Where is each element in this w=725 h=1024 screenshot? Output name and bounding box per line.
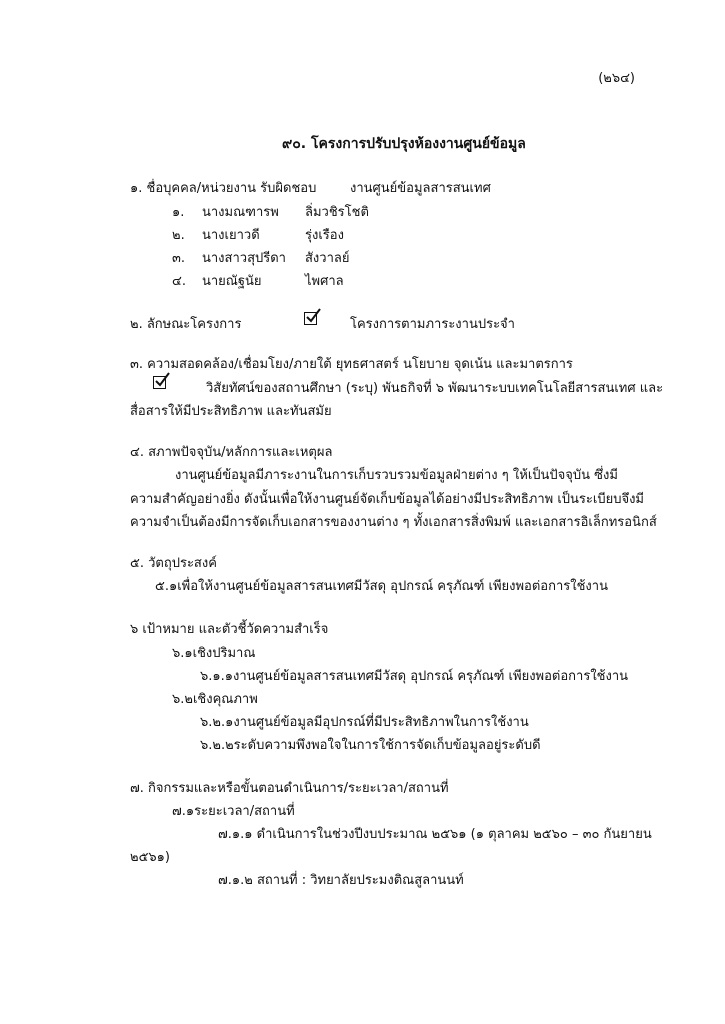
section5-heading: ๕. วัตถุประสงค์	[130, 556, 217, 571]
qualitative-item: ๖.๒.๒ระดับความพึงพอใจในการใช้การจัดเก็บข้อมูลอยู่ระดับดี	[200, 738, 541, 753]
responsible-unit: งานศูนย์ข้อมูลสารสนเทศ	[350, 181, 491, 196]
quantitative-item: ๖.๑.๑งานศูนย์ข้อมูลสารสนเทศมีวัสดุ อุปกรณ์ ครุภัณฑ์ เพียงพอต่อการใช้งาน	[200, 669, 629, 684]
rationale-line: ความจำเป็นต้องมีการจัดเก็บเอกสารของงานต่าง ๆ ทั้งเอกสารสิ่งพิมพ์ และเอกสารอิเล็กทรอนิกส์	[130, 515, 657, 530]
person-number: ๔.	[172, 274, 186, 289]
section6-heading: ๖ เป้าหมาย และตัวชี้วัดความสำเร็จ	[130, 622, 329, 637]
person-number: ๑.	[172, 205, 185, 220]
schedule-item: ๗.๑.๑ ดำเนินการในช่วงปีงบประมาณ ๒๕๖๑ (๑ ตุลาคม ๒๕๖๐ – ๓๐ กันยายน	[218, 827, 652, 842]
rationale-line: งานศูนย์ข้อมูลมีภาระงานในการเก็บรวบรวมข้อมูลฝ่ายต่าง ๆ ให้เป็นปัจจุบัน ซึ่งมี	[175, 468, 618, 483]
person-first-name: นางเยาวดี	[202, 228, 260, 243]
section2-heading: ๒. ลักษณะโครงการ	[130, 317, 242, 332]
person-last-name: สังวาลย์	[305, 251, 350, 266]
person-last-name: ลิ่มวชิรโชติ	[305, 205, 369, 220]
document-title: ๙๐. โครงการปรับปรุงห้องงานศูนย์ข้อมูล	[282, 136, 526, 152]
location-item: ๗.๑.๒ สถานที่ : วิทยาลัยประมงติณสูลานนท์	[218, 873, 464, 888]
objective-item: ๕.๑เพื่อให้งานศูนย์ข้อมูลสารสนเทศมีวัสดุ อุปกรณ์ ครุภัณฑ์ เพียงพอต่อการใช้งาน	[155, 579, 608, 594]
person-last-name: รุ่งเรือง	[305, 228, 344, 243]
quantitative-heading: ๖.๑เชิงปริมาณ	[172, 646, 256, 661]
page-number: (๒๖๔)	[598, 71, 635, 86]
qualitative-heading: ๖.๒เชิงคุณภาพ	[172, 692, 258, 707]
section4-heading: ๔. สภาพปัจจุบัน/หลักการและเหตุผล	[130, 445, 333, 460]
schedule-item-continued: ๒๕๖๑)	[130, 850, 170, 865]
checked-box-icon	[153, 376, 166, 389]
person-first-name: นายณัฐนัย	[202, 274, 262, 289]
qualitative-item: ๖.๒.๑งานศูนย์ข้อมูลมีอุปกรณ์ที่มีประสิทธิภาพในการใช้งาน	[200, 715, 529, 730]
checked-box-icon	[304, 312, 317, 325]
vision-text: วิสัยทัศน์ของสถานศึกษา (ระบุ) พันธกิจที่ ๖ พัฒนาระบบเทคโนโลยีสารสนเทศ และ	[206, 381, 664, 396]
rationale-line: ความสำคัญอย่างยิ่ง ดังนั้นเพื่อให้งานศูนย์จัดเก็บข้อมูลได้อย่างมีประสิทธิภาพ เป็นระเบียบจึงมี	[130, 492, 644, 507]
person-first-name: นางสาวสุปรีดา	[202, 251, 286, 266]
section1-heading: ๑. ชื่อบุคคล/หน่วยงาน รับผิดชอบ	[130, 181, 317, 196]
project-type-value: โครงการตามภาระงานประจำ	[350, 317, 515, 332]
schedule-heading: ๗.๑ระยะเวลา/สถานที่	[172, 804, 295, 819]
vision-text-continued: สื่อสารให้มีประสิทธิภาพ และทันสมัย	[130, 404, 332, 419]
person-number: ๒.	[172, 228, 185, 243]
person-first-name: นางมณฑารพ	[202, 205, 279, 220]
section7-heading: ๗. กิจกรรมและหรือขั้นตอนดำเนินการ/ระยะเวลา/สถานที่	[130, 781, 449, 796]
person-last-name: ไพศาล	[305, 274, 344, 289]
section3-heading: ๓. ความสอดคล้อง/เชื่อมโยง/ภายใต้ ยุทธศาสตร์ นโยบาย จุดเน้น และมาตรการ	[130, 357, 573, 372]
person-number: ๓.	[172, 251, 186, 266]
